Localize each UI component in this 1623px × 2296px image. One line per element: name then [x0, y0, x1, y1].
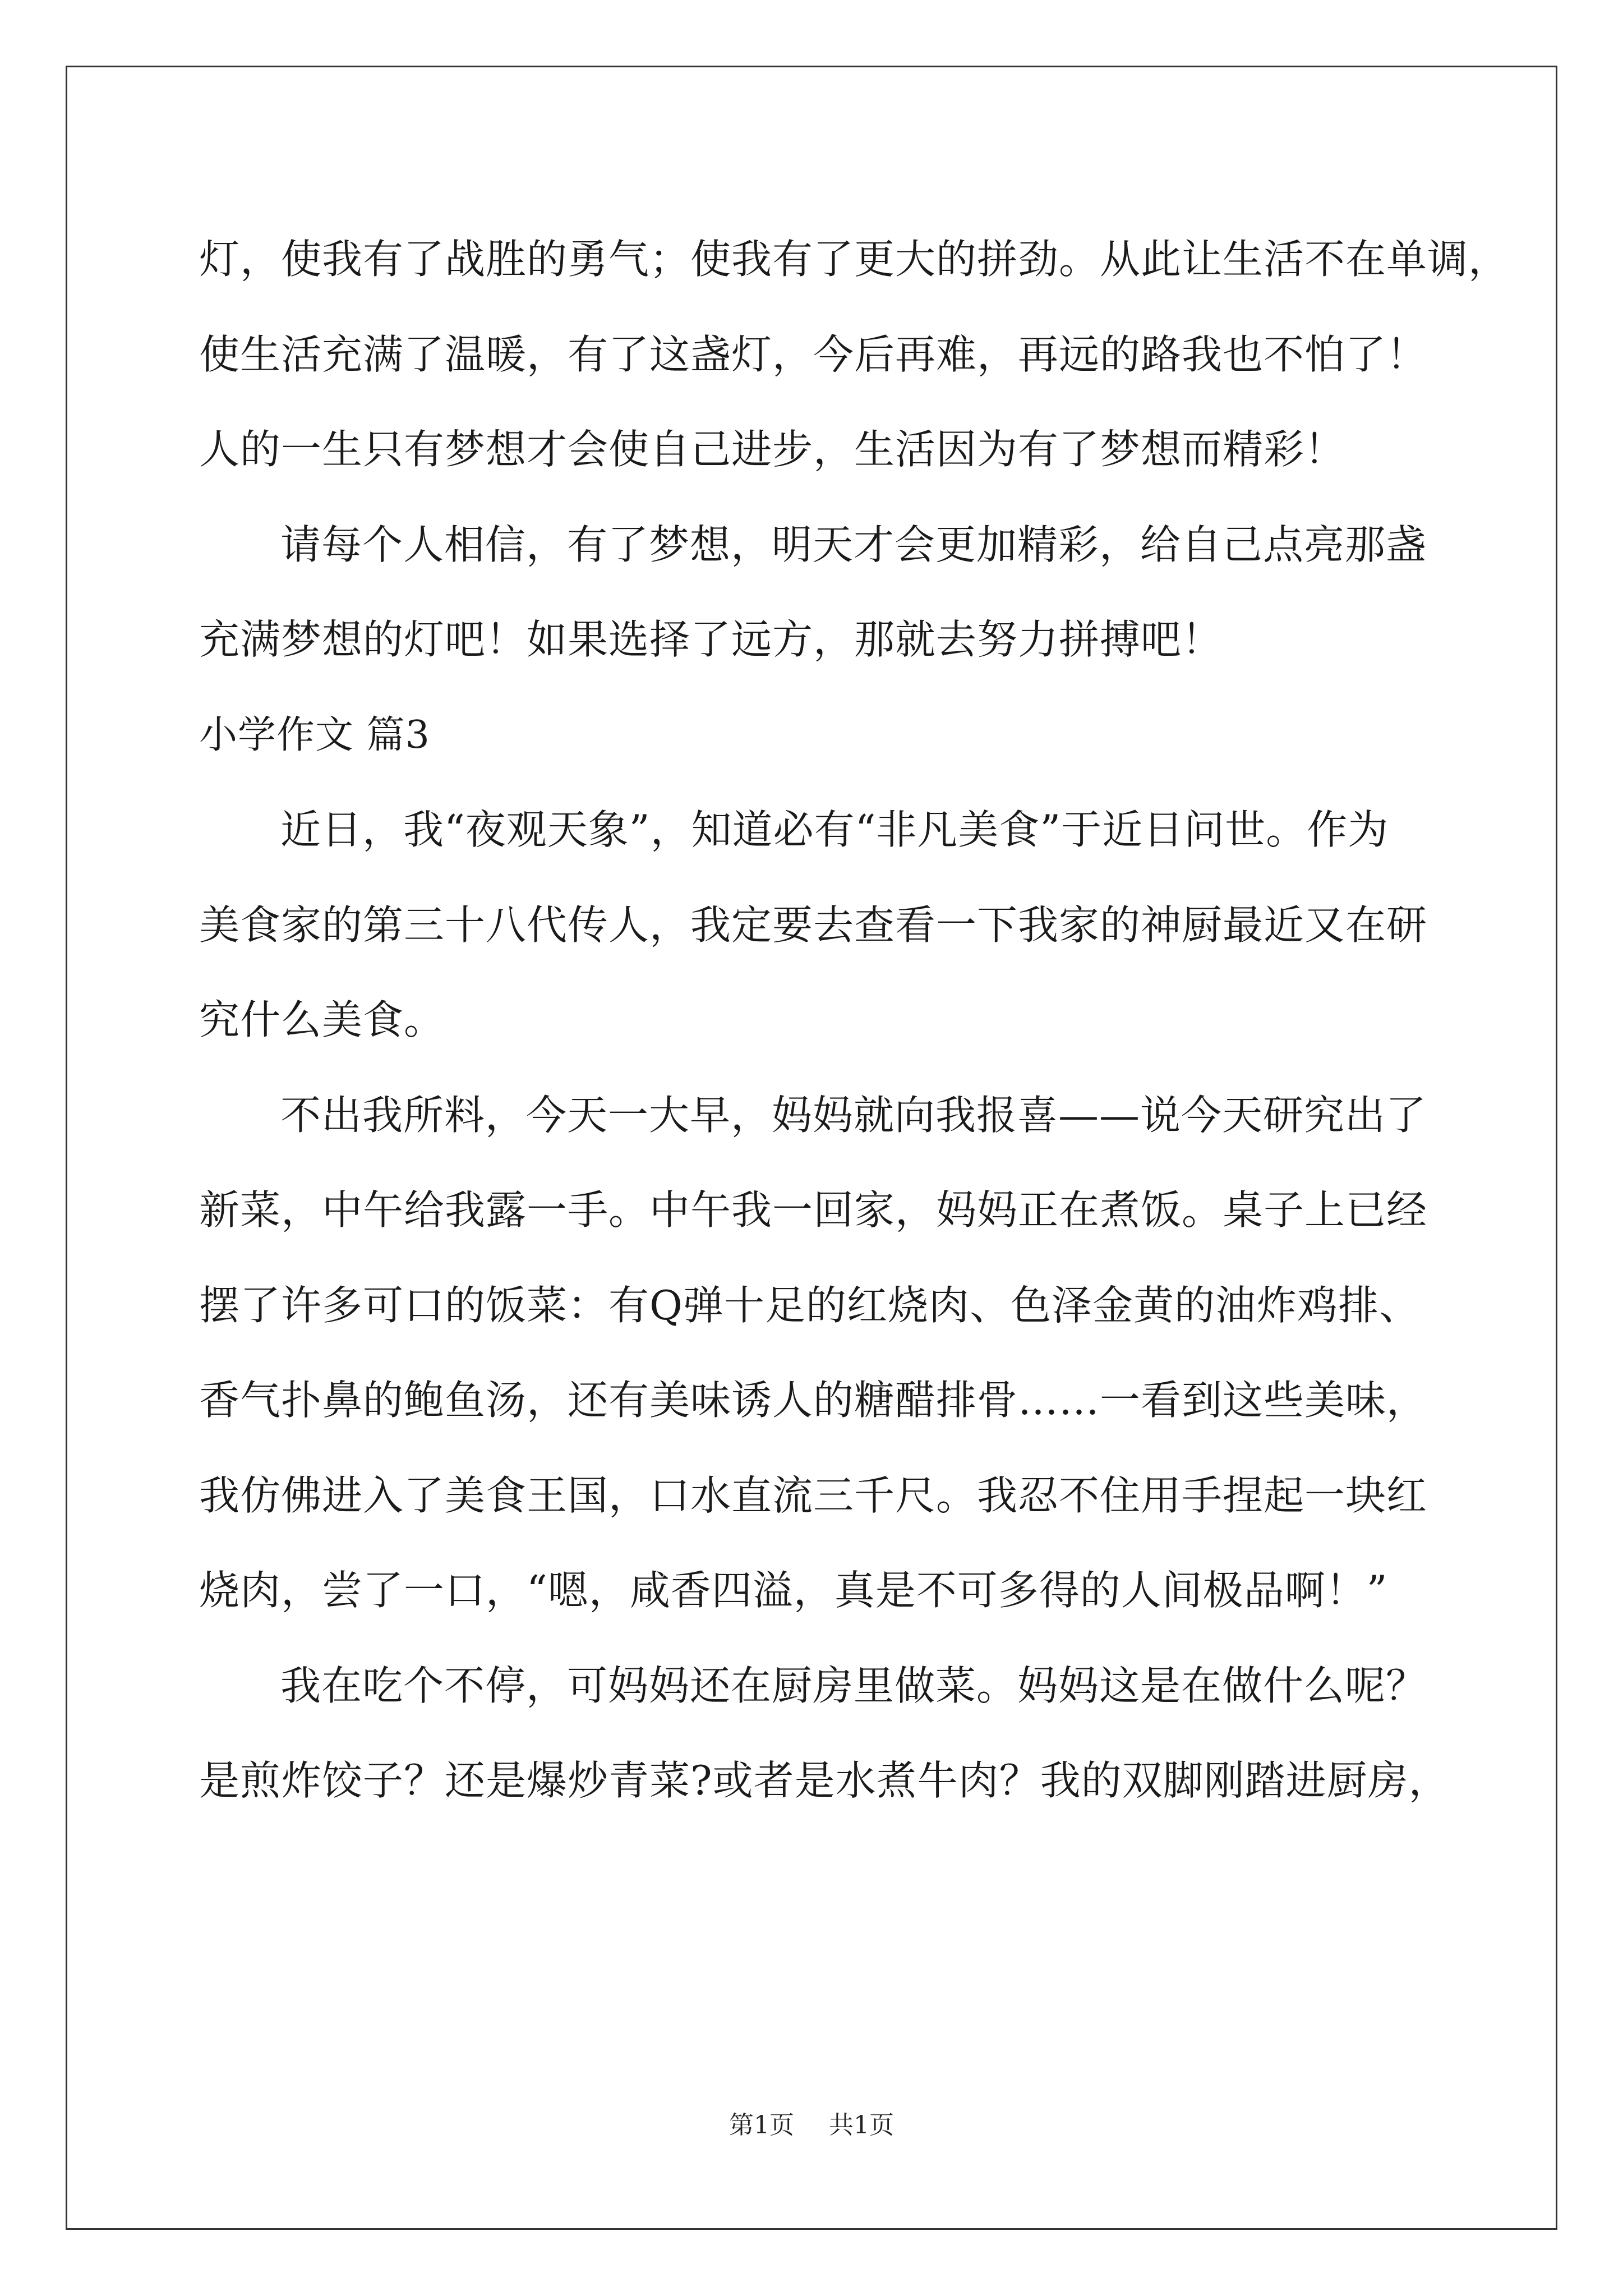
text-line: 灯，使我有了战胜的勇气；使我有了更大的拼劲。从此让生活不在单调， [199, 236, 1510, 283]
text-line: 美食家的第三十八代传人，我定要去查看一下我家的神厨最近又在研 [199, 901, 1428, 949]
page-footer [0, 2105, 1623, 2141]
page-total: 共1页 [829, 2111, 894, 2139]
text-line: 烧肉，尝了一口，“嗯，咸香四溢，真是不可多得的人间极品啊！” [199, 1567, 1388, 1614]
text-line: 新菜，中午给我露一手。中午我一回家，妈妈正在煮饭。桌子上已经 [199, 1186, 1428, 1234]
page-number: 第1页 [729, 2111, 794, 2139]
text-line: 人的一生只有梦想才会使自己进步，生活因为有了梦想而精彩！ [199, 426, 1346, 473]
text-line: 不出我所料，今天一大早，妈妈就向我报喜——说今天研究出了 [280, 1091, 1427, 1139]
document-body [199, 212, 1510, 1829]
text-line: 使生活充满了温暖，有了这盏灯，今后再难，再远的路我也不怕了！ [199, 330, 1428, 378]
text-line: 究什么美食。 [199, 996, 445, 1043]
text-line: 请每个人相信，有了梦想，明天才会更加精彩，给自己点亮那盏 [280, 521, 1427, 568]
text-line: 摆了许多可口的饭菜：有Q弹十足的红烧肉、色泽金黄的油炸鸡排、 [199, 1281, 1421, 1329]
text-line: 是煎炸饺子？还是爆炒青菜?或者是水煮牛肉？我的双脚刚踏进厨房， [199, 1757, 1450, 1804]
text-line: 我仿佛进入了美食王国，口水直流三千尺。我忍不住用手捏起一块红 [199, 1471, 1428, 1519]
section-heading: 小学作文 篇3 [199, 712, 430, 757]
text-line: 近日，我“夜观天象”，知道必有“非凡美食”于近日问世。作为 [280, 806, 1389, 853]
text-line: 我在吃个不停，可妈妈还在厨房里做菜。妈妈这是在做什么呢？ [280, 1662, 1427, 1709]
text-line: 充满梦想的灯吧！如果选择了远方，那就去努力拼搏吧！ [199, 616, 1223, 663]
text-line: 香气扑鼻的鲍鱼汤，还有美味诱人的糖醋排骨……一看到这些美味， [199, 1377, 1428, 1424]
